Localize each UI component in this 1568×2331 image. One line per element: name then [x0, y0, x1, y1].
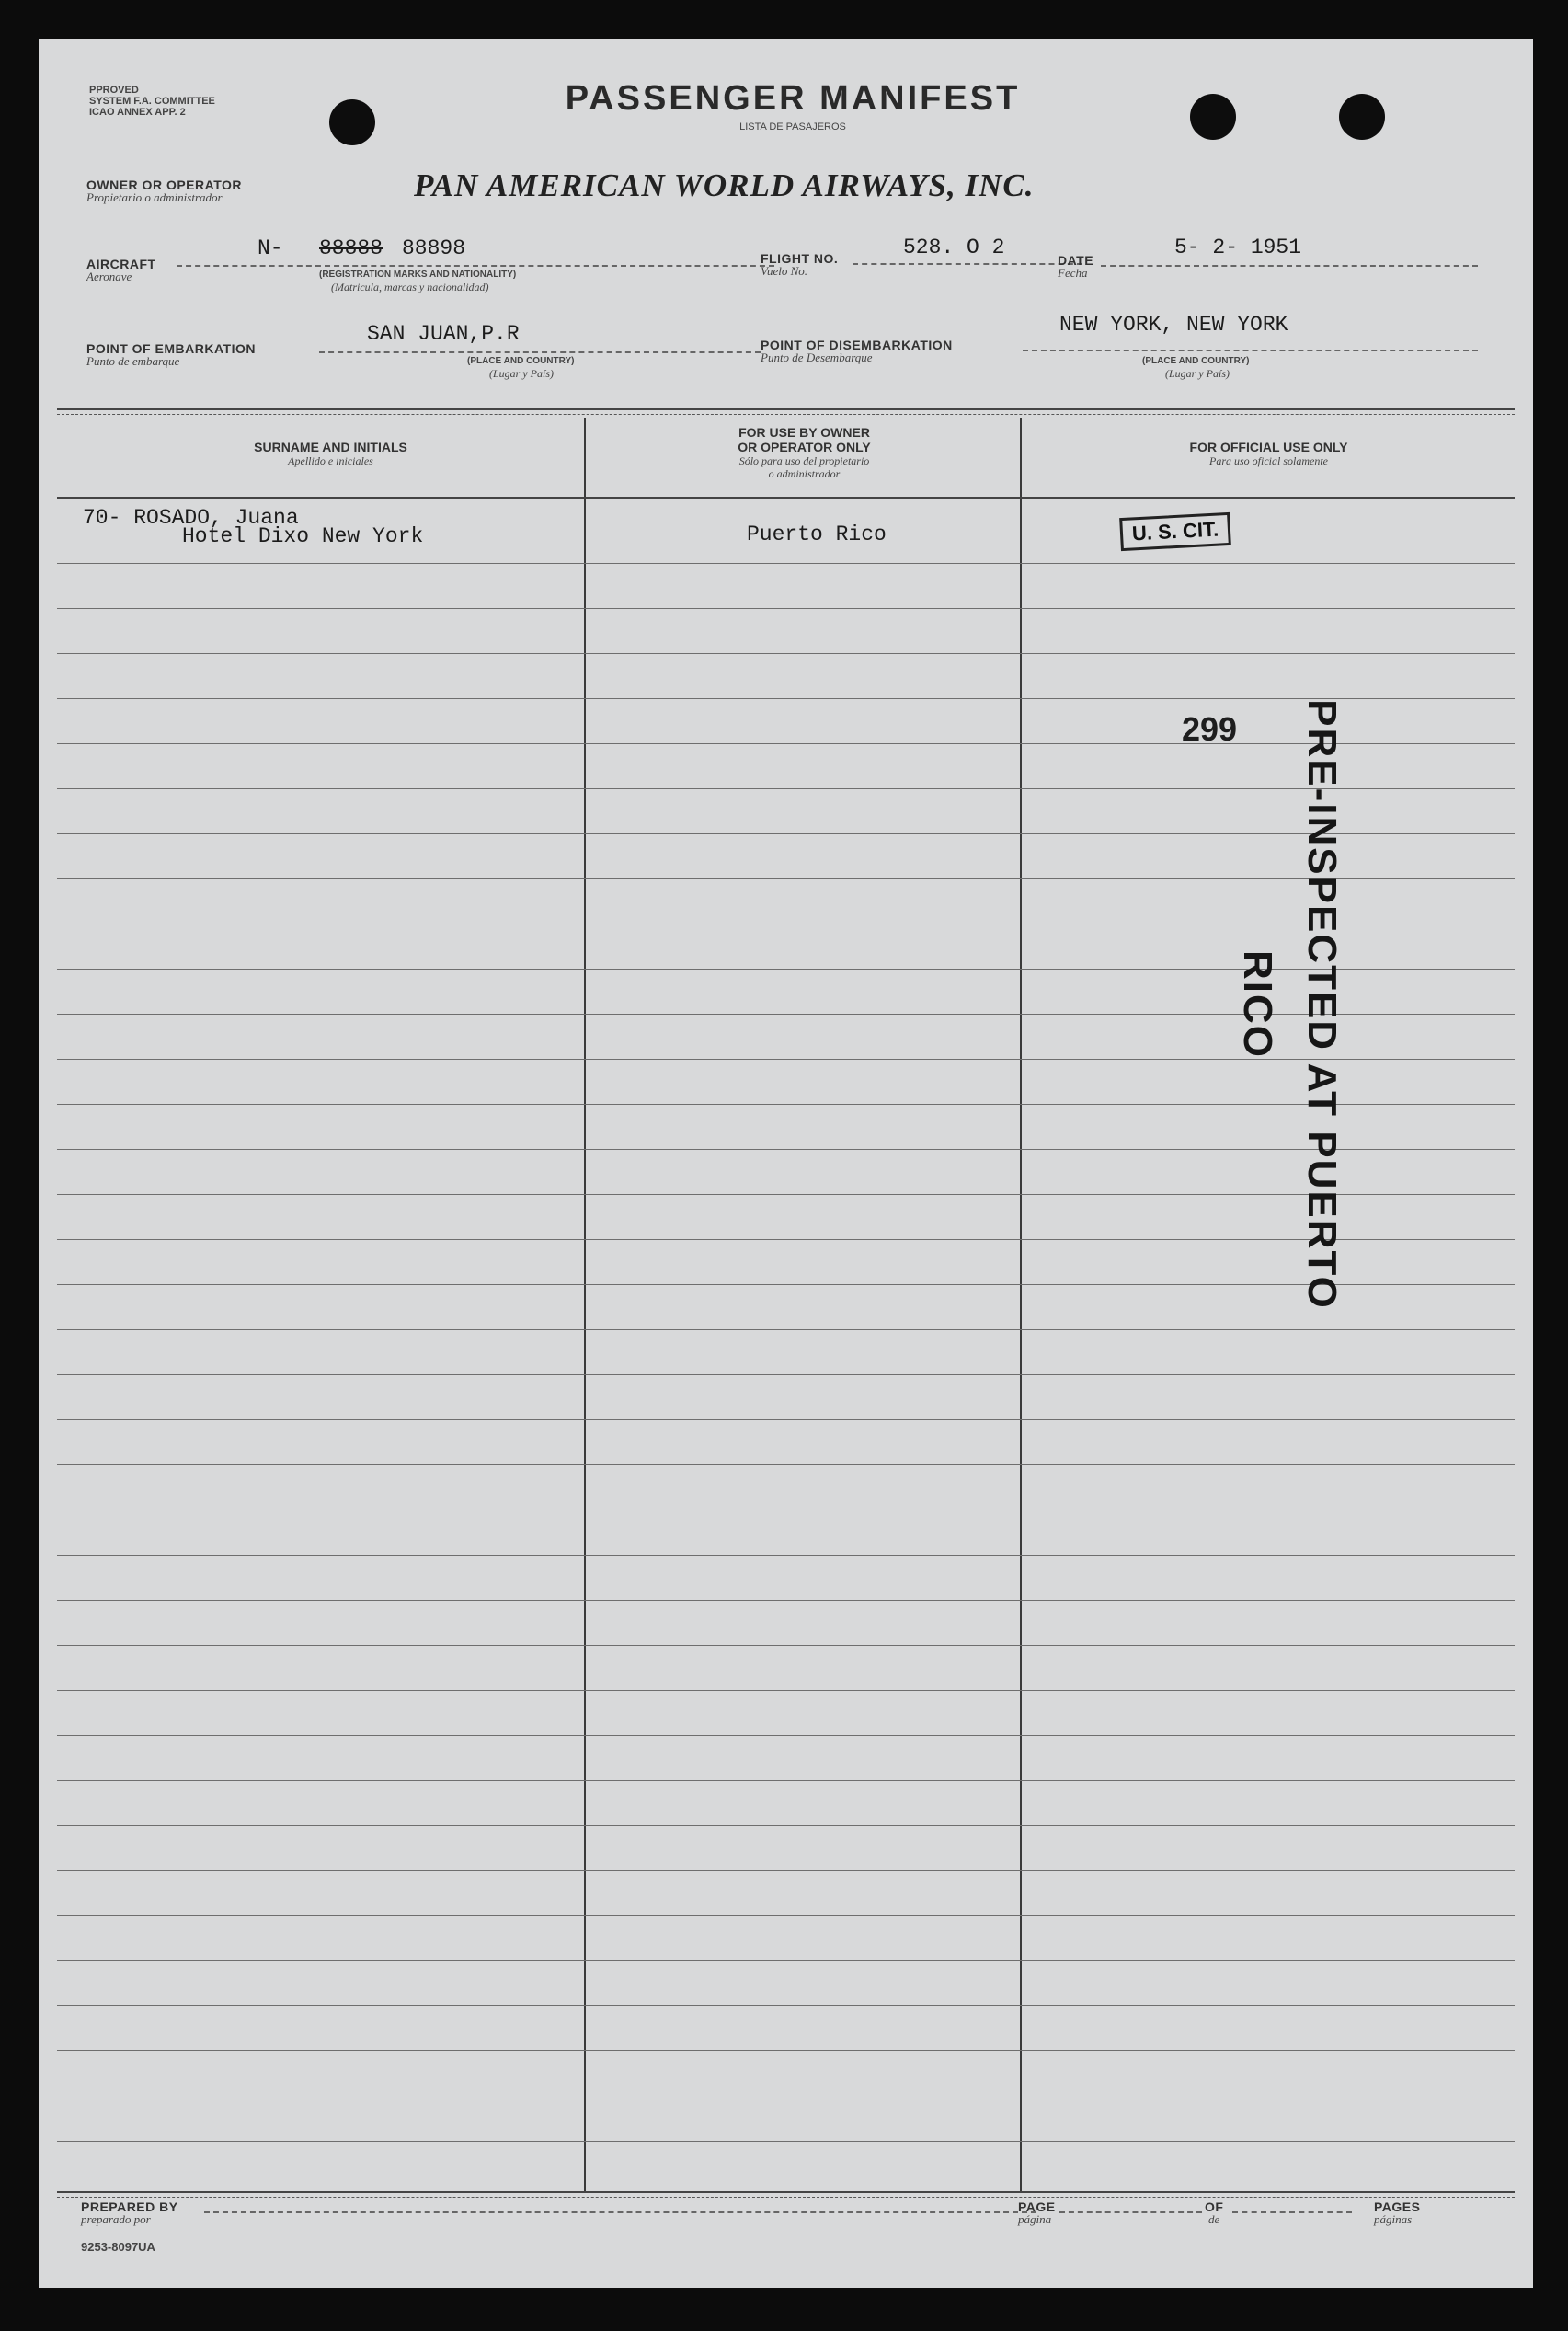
column-divider-2	[1020, 418, 1022, 2191]
row-line	[57, 1374, 1515, 1375]
row-line	[57, 1464, 1515, 1465]
operator-header-line1: FOR USE BY OWNER	[738, 425, 870, 440]
row-line	[57, 1915, 1515, 1916]
row-line	[57, 1329, 1515, 1330]
row-line	[57, 1690, 1515, 1691]
date-underline	[1101, 265, 1478, 267]
embark-place-caption: (PLACE AND COUNTRY)	[467, 356, 575, 366]
row-line	[57, 1645, 1515, 1646]
approval-line-2: SYSTEM F.A. COMMITTEE	[89, 96, 215, 107]
punch-hole-right	[1339, 94, 1385, 140]
approval-block	[89, 85, 356, 118]
date-value: 5- 2- 1951	[1174, 235, 1302, 259]
row-line	[57, 2141, 1515, 2142]
pages-label: PAGES	[1374, 2199, 1421, 2214]
flight-label: FLIGHT NO.	[761, 251, 839, 266]
page-underline	[1059, 2211, 1202, 2213]
embark-value: SAN JUAN,P.R	[367, 322, 520, 346]
official-header: FOR OFFICIAL USE ONLY	[1189, 440, 1348, 454]
aircraft-number: 88898	[402, 236, 466, 260]
row-line	[57, 2050, 1515, 2051]
embark-label: POINT OF EMBARKATION	[86, 341, 256, 356]
top-rule-1	[57, 408, 1515, 410]
operator-header-es1: Sólo para uso del propietario	[738, 454, 870, 467]
aircraft-label-es: Aeronave	[86, 270, 132, 283]
aircraft-prefix: N-	[258, 236, 283, 260]
row-line	[57, 1600, 1515, 1601]
prepared-label-es: preparado por	[81, 2212, 151, 2226]
bottom-rule-1	[57, 2191, 1515, 2193]
of-underline	[1232, 2211, 1352, 2213]
date-label: DATE	[1058, 253, 1094, 268]
row-line	[57, 1960, 1515, 1961]
pre-inspected-stamp: PRE-INSPECTED AT PUERTO RICO	[1235, 699, 1345, 1310]
disembark-place-caption: (PLACE AND COUNTRY)	[1142, 356, 1250, 366]
aircraft-underline	[177, 265, 774, 267]
row-line	[57, 653, 1515, 654]
prepared-underline	[204, 2211, 1036, 2213]
form-number: 9253-8097UA	[81, 2240, 155, 2254]
form-subtitle: LISTA DE PASAJEROS	[739, 121, 846, 132]
citizenship-stamp: U. S. CIT.	[1119, 512, 1231, 551]
disembark-place-caption-es: (Lugar y País)	[1165, 367, 1230, 380]
official-number: 299	[1182, 710, 1238, 748]
page-label-es: página	[1018, 2212, 1052, 2226]
row-line	[57, 1555, 1515, 1556]
top-rule-2	[57, 414, 1515, 415]
column-header-operator	[586, 425, 1023, 480]
registration-caption: (REGISTRATION MARKS AND NATIONALITY)	[319, 270, 517, 280]
operator-header-line2: OR OPERATOR ONLY	[738, 440, 871, 454]
owner-label-es: Propietario o administrador	[86, 190, 223, 204]
row-line	[57, 563, 1515, 564]
surname-header: SURNAME AND INITIALS	[254, 440, 407, 454]
surname-header-es: Apellido e iniciales	[288, 454, 373, 467]
embark-underline	[319, 351, 761, 353]
aircraft-label: AIRCRAFT	[86, 257, 156, 271]
header-rule	[57, 497, 1515, 499]
approval-line-3: ICAO ANNEX APP. 2	[89, 107, 186, 118]
of-label-es: de	[1208, 2212, 1220, 2226]
prepared-label: PREPARED BY	[81, 2199, 178, 2214]
form-title: PASSENGER MANIFEST	[565, 79, 1021, 118]
row-line	[57, 1780, 1515, 1781]
row-line	[57, 608, 1515, 609]
owner-name: PAN AMERICAN WORLD AIRWAYS, INC.	[414, 167, 1035, 203]
flight-label-es: Vuelo No.	[761, 264, 808, 278]
of-label: OF	[1205, 2199, 1224, 2214]
flight-value: 528. O 2	[903, 235, 1005, 259]
owner-label: OWNER OR OPERATOR	[86, 178, 242, 192]
column-header-official	[1023, 440, 1515, 467]
passenger-name: 70- ROSADO, Juana	[83, 506, 299, 530]
embark-label-es: Punto de embarque	[86, 354, 180, 368]
disembark-underline	[1023, 350, 1478, 351]
passenger-address: Hotel Dixo New York	[182, 524, 424, 548]
registration-caption-es: (Matricula, marcas y nacionalidad)	[331, 281, 489, 293]
column-header-surname	[57, 440, 604, 467]
operator-note: Puerto Rico	[747, 522, 887, 546]
embark-place-caption-es: (Lugar y País)	[489, 367, 554, 380]
pages-label-es: páginas	[1374, 2212, 1413, 2226]
row-line	[57, 1870, 1515, 1871]
manifest-sheet	[39, 39, 1533, 2288]
punch-hole-middle	[1190, 94, 1236, 140]
disembark-label: POINT OF DISEMBARKATION	[761, 338, 953, 352]
row-line	[57, 1735, 1515, 1736]
official-header-es: Para uso oficial solamente	[1209, 454, 1328, 467]
approval-line-1: PPROVED	[89, 85, 139, 96]
bottom-rule-2	[57, 2197, 1515, 2198]
disembark-label-es: Punto de Desembarque	[761, 350, 873, 364]
disembark-value: NEW YORK, NEW YORK	[1059, 313, 1288, 337]
column-divider-1	[584, 418, 586, 2191]
page-label: PAGE	[1018, 2199, 1056, 2214]
date-label-es: Fecha	[1058, 266, 1088, 280]
row-line	[57, 1825, 1515, 1826]
aircraft-struck-number: 88888	[319, 236, 383, 260]
row-line	[57, 1419, 1515, 1420]
row-line	[57, 2005, 1515, 2006]
operator-header-es2: o administrador	[768, 467, 841, 480]
flight-underline	[853, 263, 1082, 265]
